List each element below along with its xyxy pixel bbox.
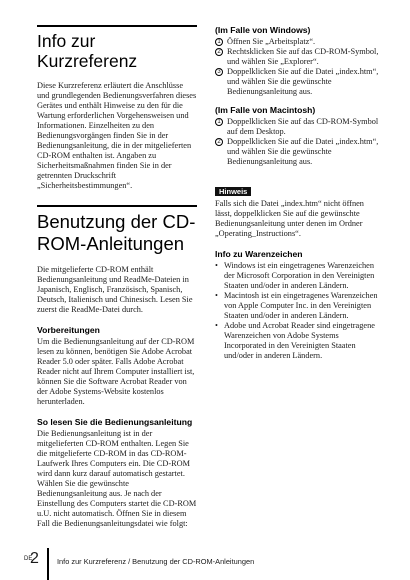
step-text: Doppelklicken Sie auf die Datei „index.htm“, und wählen Sie die gewünschte Bedienungsanleitung aus. (227, 67, 379, 96)
step-item (215, 67, 380, 97)
footer-divider (47, 548, 49, 580)
kurzreferenz-body: Diese Kurzreferenz erläutert die Anschlüsse und grundlegenden Bedienungsverfahren dieses Gerätes und enthält Hinweise zu den für die Wartung erforderlichen Vorgehensweisen und Informationen. Einzelheiten zu den Bedienungsvorgängen finden Sie in der Bedienungsanleitung, die in der mitgelieferten CD-ROM enthalten ist. Angaben zu Sicherheitsmaßnahmen finden Sie in der getrennten Druckschrift „Sicherheitsbestimmungen“. (37, 81, 197, 190)
section-title-kurzreferenz: Info zur Kurzreferenz (37, 25, 197, 71)
step-text: Öffnen Sie „Arbeitsplatz“. (227, 37, 316, 46)
step-number-1: 1 (215, 118, 223, 126)
windows-heading: (Im Falle von Windows) (215, 25, 311, 35)
step-number-1: 1 (215, 38, 223, 46)
note-label: Hinweis (215, 187, 251, 196)
note-box (215, 181, 380, 239)
read-body: Die Bedienungsanleitung ist in der mitgelieferten CD-ROM enthalten. Legen Sie die mitgelieferte CD-ROM in das CD-ROM-Laufwerk Ihres Computers ein. Die CD-ROM wird dann kurz darauf automatisch gestartet. Wählen Sie die gewünschte Bedienungsanleitung aus. Je nach der Einstellung des Computers startet die CD-ROM u.U. nicht automatisch. Öffnen Sie in diesem Fall die Bedienungsanleitungsdatei wie folgt: (37, 429, 197, 528)
step-text: Doppelklicken Sie auf die Datei „index.htm“, und wählen Sie die gewünschte Bedienungsanleitung aus. (227, 137, 379, 166)
step-number-2: 2 (215, 138, 223, 146)
step-number-2: 2 (215, 48, 223, 56)
left-column (37, 25, 197, 529)
step-number-3: 3 (215, 68, 223, 76)
prereq-heading: Vorbereitungen (37, 325, 100, 335)
step-item (215, 47, 380, 67)
trademark-item: • Adobe und Acrobat Reader sind eingetragene Warenzeichen von Adobe Systems Incorporated in den Vereinigten Staaten und/oder in anderen Ländern. (215, 321, 380, 361)
note-text: Falls sich die Datei „index.htm“ nicht öffnen lässt, doppelklicken Sie auf die gewünschte Bedienungsanleitung unter denen im Ordner „Operating_Instructions“. (215, 199, 364, 238)
trademarks-list (215, 261, 380, 361)
footer-running-title: Info zur Kurzreferenz / Benutzung der CD-ROM-Anleitungen (57, 557, 255, 566)
read-heading: So lesen Sie die Bedienungsanleitung (37, 417, 193, 427)
step-text: Rechtsklicken Sie auf das CD-ROM-Symbol, und wählen Sie „Explorer“. (227, 47, 379, 66)
cd-rom-body: Die mitgelieferte CD-ROM enthält Bedienungsanleitung und ReadMe-Dateien in Japanisch, Englisch, Französisch, Spanisch, Deutsch, Italienisch und Chinesisch. Lesen Sie zuerst die ReadMe-Datei durch. (37, 265, 193, 314)
step-item (215, 137, 380, 167)
mac-steps (215, 117, 380, 167)
step-item (215, 117, 380, 137)
section-title-cd-rom: Benutzung der CD-ROM-Anleitungen (37, 205, 197, 255)
step-text: Doppelklicken Sie auf das CD-ROM-Symbol auf dem Desktop. (227, 117, 379, 136)
footer-language-code: DE (24, 556, 33, 562)
page-number: 2 (30, 550, 39, 567)
mac-heading: (Im Falle von Macintosh) (215, 105, 316, 115)
trademark-item: • Macintosh ist ein eingetragenes Warenzeichen von Apple Computer Inc. in den Vereinigten Staaten und/oder in anderen Ländern. (215, 291, 380, 321)
windows-steps (215, 37, 380, 97)
trademarks-heading: Info zu Warenzeichen (215, 249, 303, 259)
trademark-item: • Windows ist ein eingetragenes Warenzeichen der Microsoft Corporation in den Vereinigten Staaten und/oder in anderen Ländern. (215, 261, 380, 291)
step-item (215, 37, 380, 47)
right-column (215, 25, 380, 361)
prereq-body: Um die Bedienungsanleitung auf der CD-ROM lesen zu können, benötigen Sie Adobe Acrobat Reader 5.0 oder später. Falls Adobe Acrobat Reader nicht auf Ihrem Computer installiert ist, können Sie die Software Acrobat Reader von der Adobe Systems-Website kostenlos herunterladen. (37, 337, 195, 406)
